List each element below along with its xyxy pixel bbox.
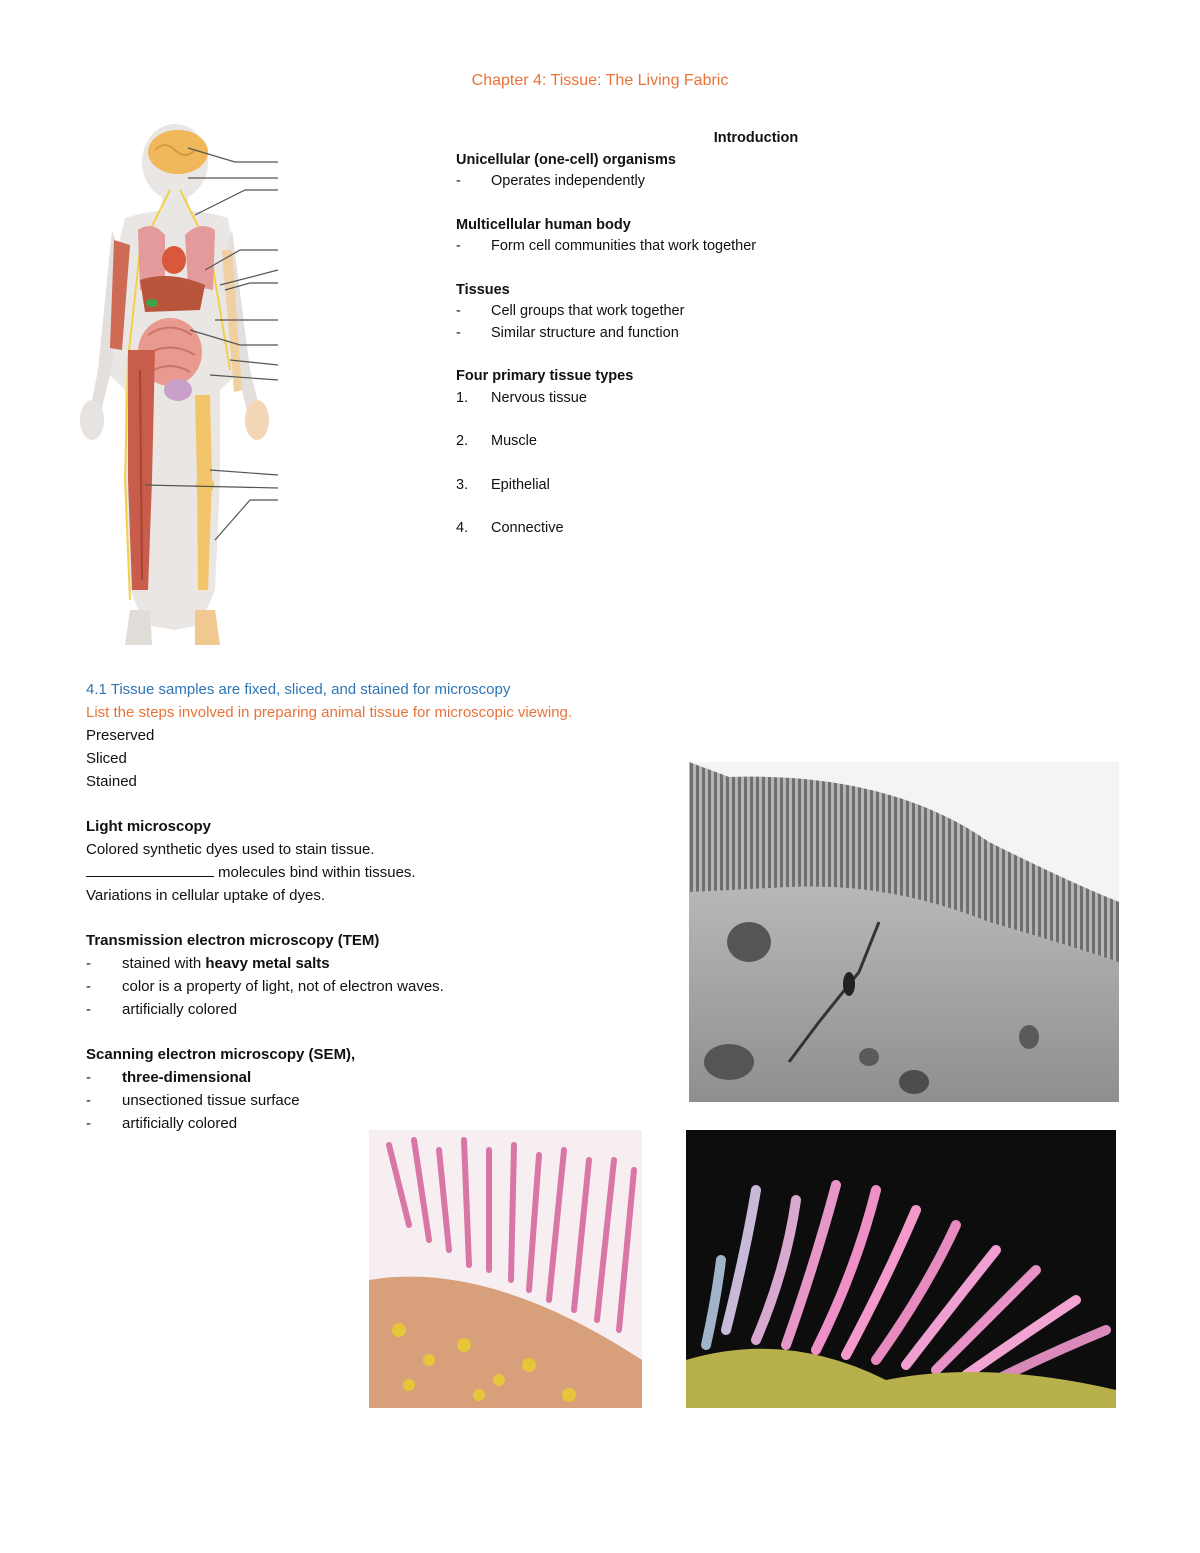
answer-blank [86,862,214,877]
text-line: Colored synthetic dyes used to stain tissue. [86,841,375,858]
bullet-item: - color is a property of light, not of electron waves. [86,978,444,995]
fill-blank-line: molecules bind within tissues. [86,861,646,884]
text-line: Variations in cellular uptake of dyes. [86,887,326,904]
group-heading: Multicellular human body [456,216,631,233]
group-heading: Unicellular (one-cell) organisms [456,151,676,168]
bullet-item: - Operates independently [456,173,645,189]
sem-heading: Scanning electron microscopy (SEM), [86,1046,356,1063]
step-item: Preserved [86,727,155,744]
bullet-item: - Form cell communities that work together [456,238,757,254]
sem-micrograph [686,1130,1116,1408]
bullet-item: - stained with heavy metal salts [86,955,330,972]
group-heading: Tissues [456,281,510,298]
bullet-item: - artificially colored [86,1001,238,1018]
bullet-item: - Cell groups that work together [456,303,685,319]
numbered-item: 3. Epithelial [456,476,550,493]
body-organs-figure [70,120,285,660]
tem-heading: Transmission electron microscopy (TEM) [86,932,380,949]
step-item: Sliced [86,750,127,767]
section-4-1 [86,678,646,1135]
bullet-item: - three-dimensional [86,1069,252,1086]
light-microscopy-heading: Light microscopy [86,818,212,835]
bullet-item: - artificially colored [86,1115,238,1132]
learning-objective: List the steps involved in preparing animal tissue for microscopic viewing. [86,704,573,721]
page-title: Chapter 4: Tissue: The Living Fabric [471,72,729,89]
introduction-section [456,128,976,540]
section-heading: 4.1 Tissue samples are fixed, sliced, and stained for microscopy [86,681,511,698]
numbered-item: 4. Connective [456,520,564,536]
types-heading: Four primary tissue types [456,368,634,384]
intro-heading: Introduction [713,130,799,146]
tem-micrograph [689,762,1119,1102]
numbered-item: 2. Muscle [456,433,537,449]
numbered-item: 1. Nervous tissue [456,389,587,406]
bullet-item: - unsectioned tissue surface [86,1092,300,1109]
step-item: Stained [86,773,137,790]
bullet-item: - Similar structure and function [456,324,679,341]
light-micrograph [369,1130,642,1408]
